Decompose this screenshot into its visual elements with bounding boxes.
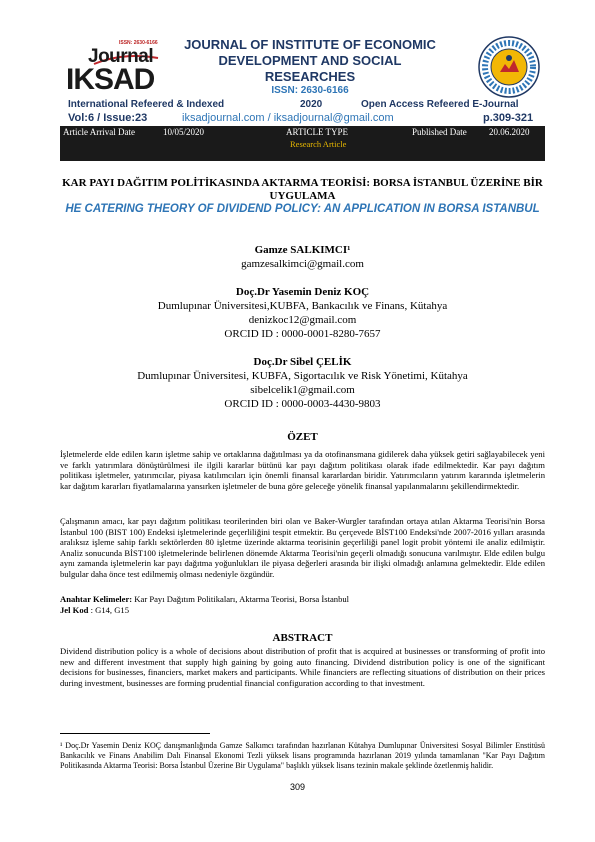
- logo-journal-text: Journal: [88, 46, 154, 67]
- logo-issn: ISSN: 2630-6166: [119, 40, 158, 46]
- keywords: [60, 594, 545, 605]
- journal-iksad-logo: [62, 40, 180, 94]
- author-affiliation: Dumlupınar Üniversitesi, KUBFA, Sigortacılık ve Risk Yönetimi, Kütahya: [137, 370, 468, 382]
- abstract-paragraph-1: Dividend distribution policy is a whole of decisions about distribution of profit that is acquired at businesses or transforming of profit into new and different investment that supply high gaining by going auto financing. Dividend distribution policy is one of the significant decisions for businesses, financiers, market makers and participants. While financiers are reflecting situations of distribution on their prices during investment, businesses are forming prudential financial configuration according to that investment.: [60, 646, 545, 688]
- keywords-value: Kar Payı Dağıtım Politikaları, Aktarma Teorisi, Borsa İstanbul: [132, 594, 350, 604]
- arrival-date-label: Article Arrival Date: [63, 127, 135, 137]
- logo-iksad-text: IKSAD: [66, 63, 155, 96]
- journal-year: 2020: [300, 99, 323, 110]
- article-type-label: ARTICLE TYPE: [286, 127, 349, 137]
- ozet-paragraph-1: İşletmelerde elde edilen karın işletme sahip ve ortaklarına dağıtılması ya da otofinansmana gidilerek daha yüksek getiri sağlayabilecek yeni ve farklı yatırımlara dönüştürülmesi ile ilgili kararlar bütünü kar payı dağıtım politikası olarak ifade edilmektedir. Kar payı dağıtım politikası işletmeler, yatırımcılar, piyasa katılımcıları için önemli finansal kararlardan biridir. Yatırımcıların yatırım kararında işletmelerin kar dağıtım kararları fiyatlamalarına yansırken işletmeler de buna göre geleceğe yönelik finansal yapılanmalarını şekillendirmektedir.: [60, 449, 545, 491]
- refereed-label: International Refeered & Indexed: [68, 99, 225, 110]
- abstract-heading: ABSTRACT: [272, 632, 333, 644]
- article-info-bar: [60, 126, 545, 161]
- volume-issue: Vol:6 / Issue:23: [68, 112, 148, 124]
- institute-seal-icon: [478, 36, 540, 98]
- author-orcid: ORCID ID : 0000-0003-4430-9803: [224, 398, 381, 410]
- arrival-date: 10/05/2020: [163, 127, 205, 137]
- published-date-label: Published Date: [412, 127, 467, 137]
- author-name: Gamze SALKIMCI¹: [254, 244, 351, 256]
- article-type-value: Research Article: [290, 139, 347, 149]
- author-name: Doç.Dr Yasemin Deniz KOÇ: [235, 286, 370, 298]
- ozet-heading: ÖZET: [287, 431, 318, 443]
- author-email[interactable]: denizkoc12@gmail.com: [248, 314, 357, 326]
- author-email[interactable]: gamzesalkimci@gmail.com: [241, 258, 364, 270]
- keywords-label: Anahtar Kelimeler:: [60, 594, 133, 604]
- journal-title: JOURNAL OF INSTITUTE OF ECONOMIC DEVELOPMENT AND SOCIAL RESEARCHES: [184, 37, 436, 84]
- journal-links[interactable]: iksadjournal.com / iksadjournal@gmail.com: [182, 112, 394, 124]
- page-number: 309: [289, 782, 306, 792]
- author-name: Doç.Dr Sibel ÇELİK: [253, 356, 352, 368]
- article-title-tr: KAR PAYI DAĞITIM POLİTİKASINDA AKTARMA TEORİSİ: BORSA İSTANBUL ÜZERİNE BİR UYGULAMA: [62, 177, 543, 202]
- author-email[interactable]: sibelcelik1@gmail.com: [250, 384, 355, 396]
- author-3: [60, 355, 545, 411]
- footnote-divider: [60, 733, 210, 734]
- author-affiliation: Dumlupınar Üniversitesi,KUBFA, Bankacılık ve Finans, Kütahya: [157, 300, 448, 312]
- open-access-label: Open Access Refeered E-Journal: [361, 99, 519, 110]
- author-1: [60, 243, 545, 271]
- page-range: p.309-321: [483, 112, 534, 124]
- author-2: [60, 285, 545, 341]
- journal-issn: ISSN: 2630-6166: [271, 85, 349, 96]
- jel-label: Jel Kod: [60, 605, 89, 615]
- article-title-en: HE CATERING THEORY OF DIVIDEND POLICY: AN APPLICATION IN BORSA ISTANBUL: [65, 203, 540, 215]
- footnote: ¹ Doç.Dr Yasemin Deniz KOÇ danışmanlığında Gamze Salkımcı tarafından hazırlanan Kütahya Dumlupınar Üniversitesi Sosyal Bilimler Enstitüsü Bankacılık ve Finans Anabilim Dalı Finansal Ekonomi Tezli yüksek lisans programında hazırlanan 2019 yılında tamamlanan "Kar Payı Dağıtım Politikasında Aktarma Teorisi: Borsa İstanbul Üzerine Bir Uygulama" başlıklı yüksek lisans tezinin makale şeklinde özetlenmiş halidir.: [60, 741, 545, 770]
- author-orcid: ORCID ID : 0000-0001-8280-7657: [224, 328, 381, 340]
- jel-codes: [60, 605, 545, 616]
- ozet-paragraph-2: Çalışmanın amacı, kar payı dağıtım politikası teorilerinden biri olan ve Baker-Wurgler tarafından ortaya atılan Aktarma Teorisi'nin Borsa İstanbul 100 (BIST 100) Endeksi işletmelerinde geçerliliğini tespit etmektir. Bu çerçevede BİST100 Endeksi'nde 2007-2016 yılları arasında aralıksız işleme sahip farklı sektörlerden 80 işletme üzerinde aktarma teorisinin geçerliliği panel logit probit yöntemi ile analiz edilmiştir. Analiz sonucunda BİST100 işletmelerinde belirlenen dönemde Aktarma Teorisi'nin geçerli olmadığı sonucuna varılmıştır. Elde edilen bulgu aynı zamanda işletmelerin kar payı dağıtma yoğunlukları ile piyasa değerleri arasında bir ilişki olmadığı anlamına gelmektedir. Elde edilen bulgular daha önce test edilmemiş olması nedeniyle özgündür.: [60, 516, 545, 579]
- jel-value: : G14, G15: [88, 605, 130, 615]
- published-date: 20.06.2020: [489, 127, 530, 137]
